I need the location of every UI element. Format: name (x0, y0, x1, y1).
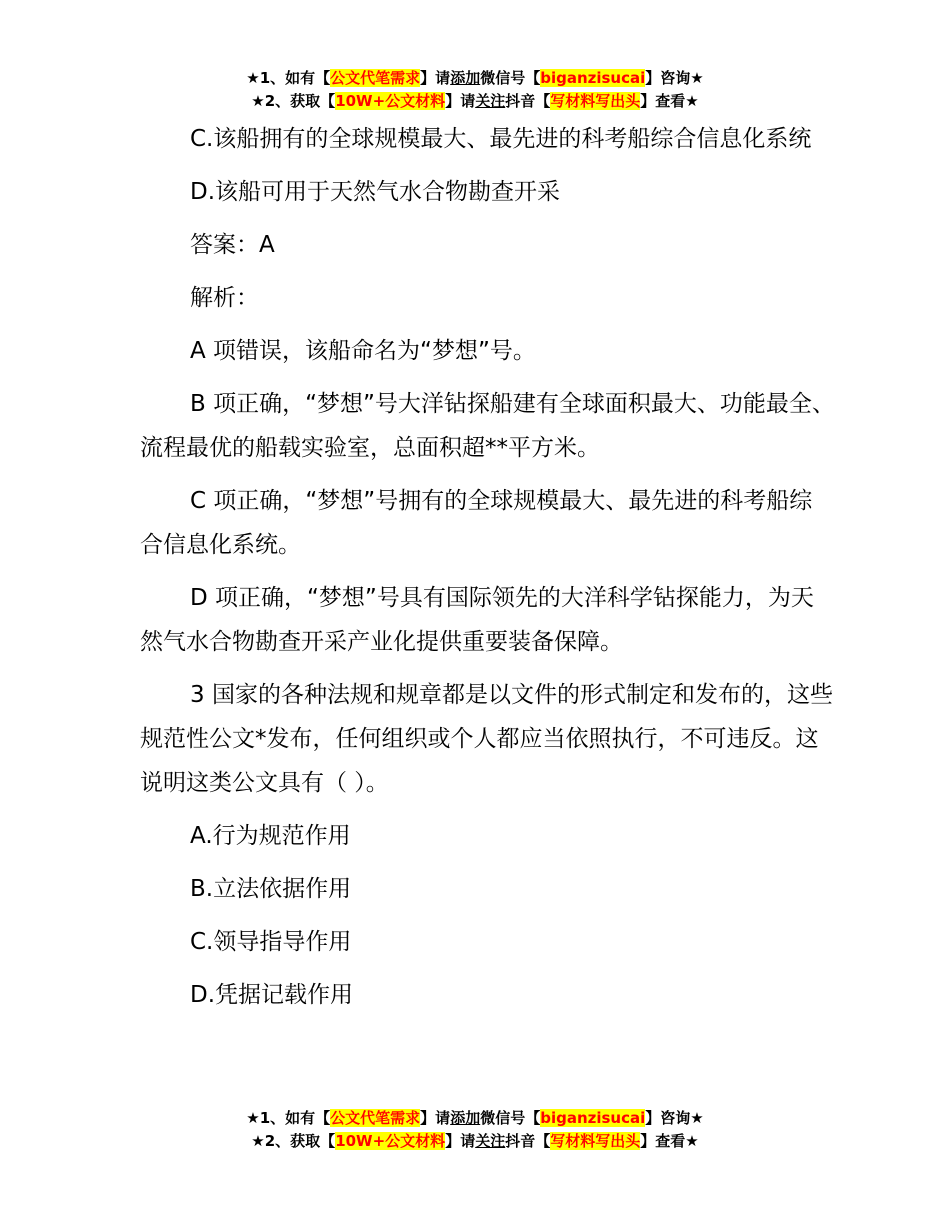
banner-text: 】请 (420, 1109, 451, 1127)
banner-text: 抖音【 (505, 92, 551, 110)
banner-highlight: biganzisucai (540, 1109, 646, 1127)
question-3: 3 国家的各种法规和规章都是以文件的形式制定和发布的，这些规范性公文*发布，任何组织或个人都应当依照执行，不可违反。这说明这类公文具有（ ）。 (140, 682, 833, 796)
question-3-option-d: D.凭据记载作用 (190, 982, 354, 1008)
analysis-a: A 项错误，该船命名为“梦想”号。 (190, 338, 536, 364)
banner-text: 】咨询★ (645, 69, 704, 87)
option-d-text: D.该船可用于天然气水合物勘查开采 (190, 179, 561, 205)
banner-line-1 (0, 1107, 950, 1130)
banner-underline: 关注 (475, 1132, 506, 1150)
banner-text: ★2、获取【 (251, 92, 336, 110)
banner-text: 微信号【 (480, 69, 541, 87)
question-3-option-c: C.领导指导作用 (190, 929, 352, 955)
option-c-text: C.该船拥有的全球规模最大、最先进的科考船综合信息化系统 (190, 126, 812, 152)
banner-underline: 关注 (475, 92, 506, 110)
header-banner (0, 67, 950, 113)
footer-banner (0, 1107, 950, 1153)
banner-text: 微信号【 (480, 1109, 541, 1127)
banner-text: 】请 (445, 1132, 476, 1150)
banner-highlight: 10W+公文材料 (335, 92, 446, 110)
banner-text: 】请 (420, 69, 451, 87)
answer-line: 答案：A (190, 232, 275, 258)
banner-text: 】请 (445, 92, 476, 110)
banner-text: ★1、如有【 (246, 69, 331, 87)
banner-highlight: 公文代笔需求 (330, 1109, 421, 1127)
analysis-d: D 项正确，“梦想”号具有国际领先的大洋科学钻探能力，为天然气水合物勘查开采产业化提供重要装备保障。 (140, 585, 814, 655)
banner-underline: 添加 (450, 1109, 481, 1127)
banner-line-2 (0, 90, 950, 113)
banner-text: 】咨询★ (645, 1109, 704, 1127)
question-3-option-b: B.立法依据作用 (190, 876, 352, 902)
banner-underline: 添加 (450, 69, 481, 87)
analysis-b: B 项正确，“梦想”号大洋钻探船建有全球面积最大、功能最全、流程最优的船载实验室，总面积超**平方米。 (140, 391, 835, 461)
banner-highlight: 写材料写出头 (550, 1132, 641, 1150)
question-3-option-a: A.行为规范作用 (190, 823, 351, 849)
banner-highlight: 公文代笔需求 (330, 69, 421, 87)
banner-highlight: 10W+公文材料 (335, 1132, 446, 1150)
banner-text: 抖音【 (505, 1132, 551, 1150)
banner-text: 】查看★ (640, 1132, 699, 1150)
banner-line-1 (0, 67, 950, 90)
banner-highlight: 写材料写出头 (550, 92, 641, 110)
banner-text: ★1、如有【 (246, 1109, 331, 1127)
banner-text: 】查看★ (640, 92, 699, 110)
banner-text: ★2、获取【 (251, 1132, 336, 1150)
analysis-heading: 解析： (190, 285, 259, 311)
banner-highlight: biganzisucai (540, 69, 646, 87)
document-body (140, 117, 835, 1026)
banner-line-2 (0, 1130, 950, 1153)
analysis-c: C 项正确，“梦想”号拥有的全球规模最大、最先进的科考船综合信息化系统。 (140, 488, 813, 558)
